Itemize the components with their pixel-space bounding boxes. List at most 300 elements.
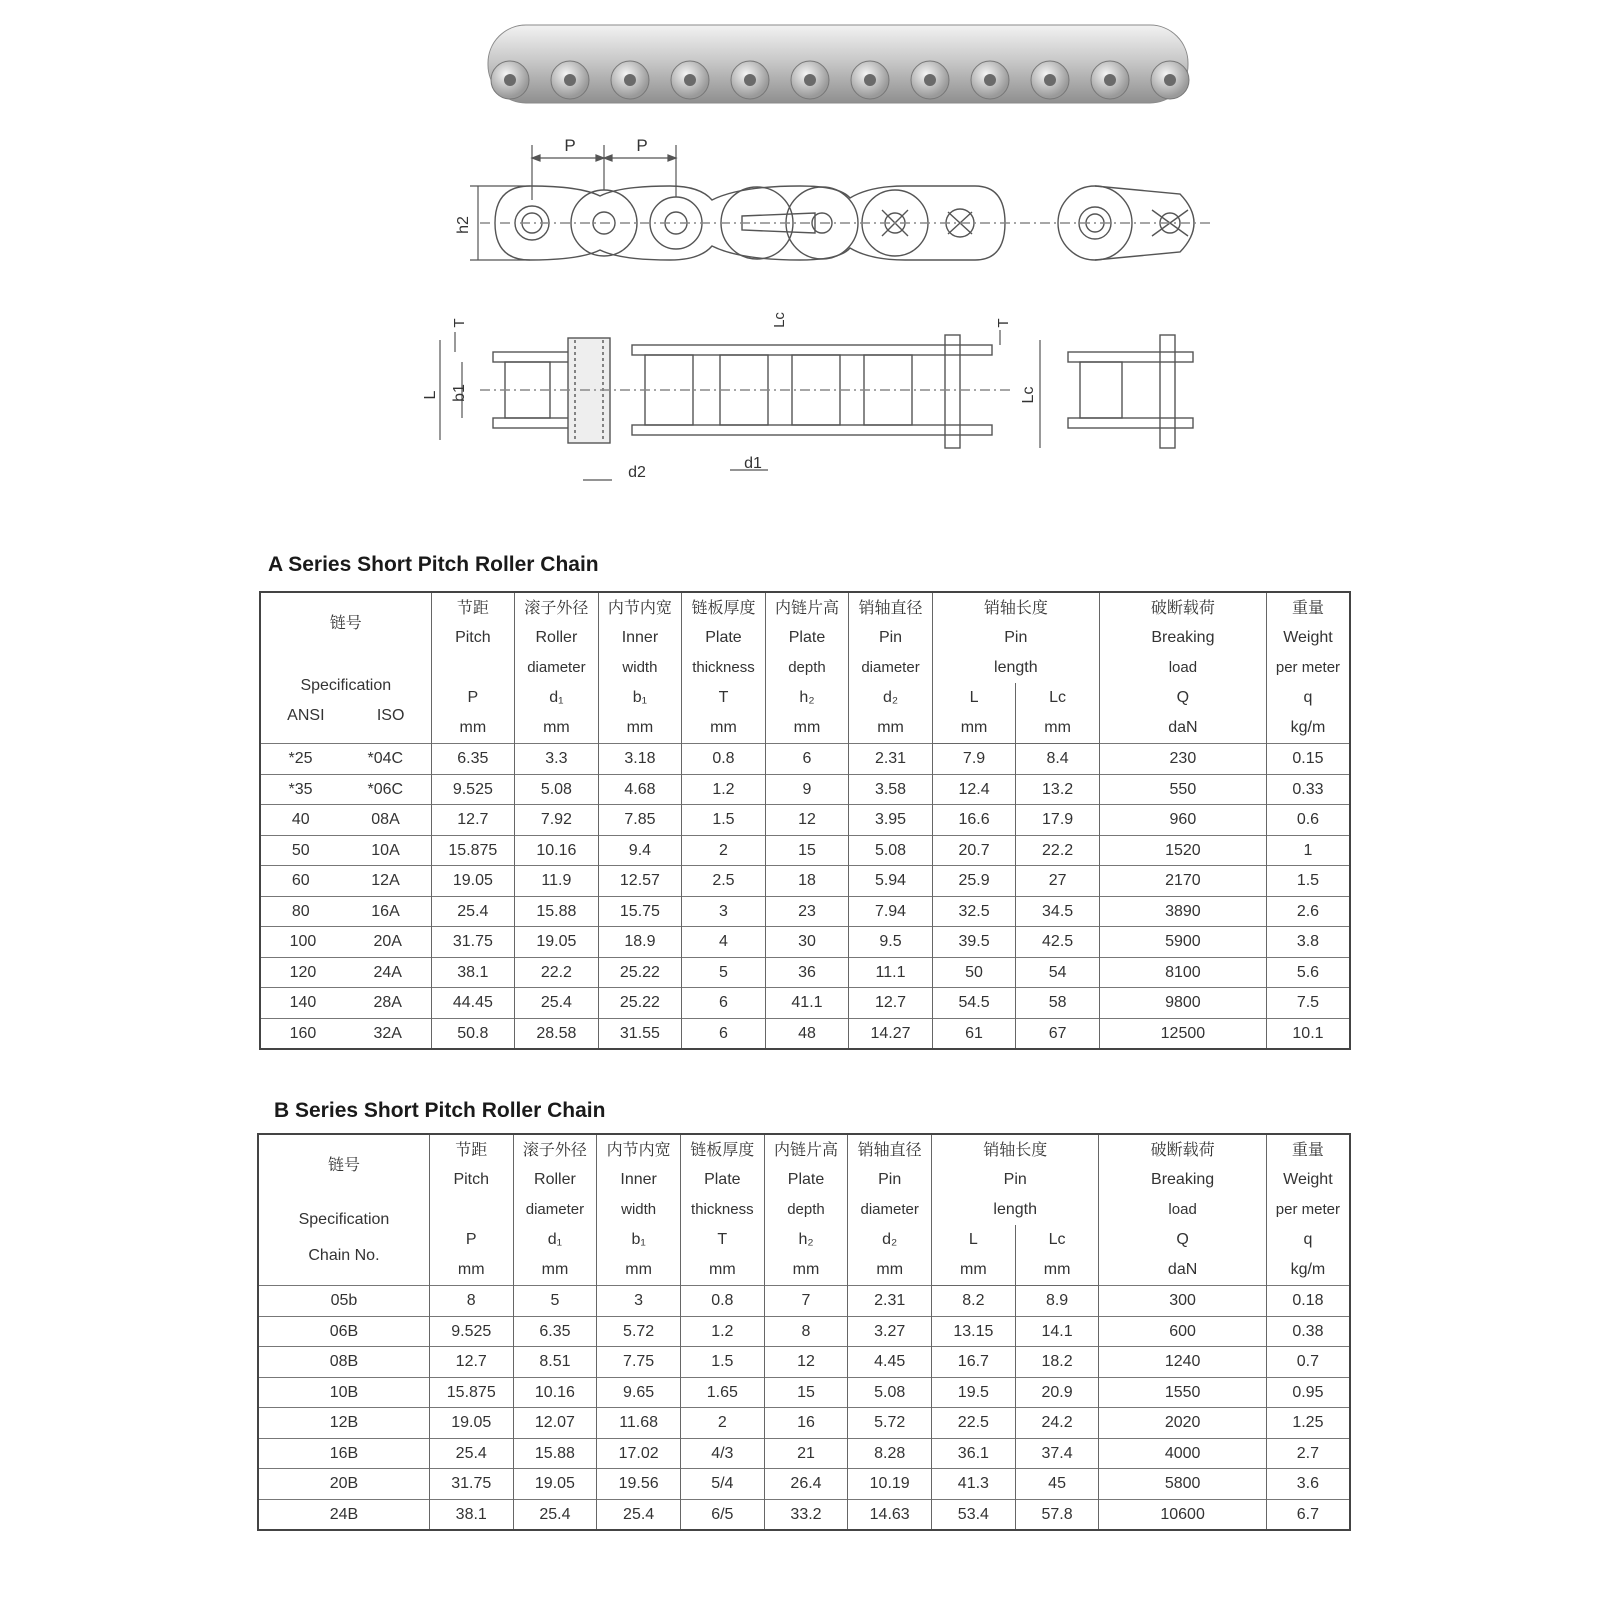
table-cell: 36.1	[932, 1438, 1016, 1469]
table-b-title: B Series Short Pitch Roller Chain	[274, 1099, 606, 1122]
header-text: per meter	[1275, 1201, 1340, 1218]
header-text: depth	[787, 1201, 825, 1218]
table-cell: 8.2	[932, 1286, 1016, 1317]
iso-value: 20A	[373, 933, 402, 951]
table-cell: 8.9	[1015, 1286, 1099, 1317]
d2-label: d2	[628, 464, 646, 481]
table-cell: 61	[932, 1018, 1016, 1049]
ansi-value: 120	[289, 963, 317, 981]
table-cell: 7.85	[598, 805, 682, 836]
header-text: Breaking	[1151, 629, 1215, 646]
l-label: L	[422, 390, 439, 400]
chain-pin-hole	[684, 74, 696, 86]
table-cell: 8100	[1099, 957, 1266, 988]
table-cell: 6/5	[680, 1499, 764, 1530]
table-cell: 27	[1016, 866, 1100, 897]
table-cell: 58	[1016, 988, 1100, 1019]
ansi-value: 80	[291, 902, 310, 920]
column-header	[764, 1134, 848, 1286]
table-cell: 6	[682, 1018, 766, 1049]
pin-length-header	[932, 1134, 1099, 1225]
table-cell: 7.94	[849, 896, 933, 927]
table-cell: 15.88	[513, 1438, 597, 1469]
table-cell: 10600	[1099, 1499, 1266, 1530]
pin-length-subheader	[932, 1225, 1016, 1286]
table-cell: 1	[1266, 835, 1350, 866]
table-cell: 31.55	[598, 1018, 682, 1049]
chain-photo	[488, 25, 1189, 103]
column-header	[1099, 1134, 1266, 1286]
table-row	[260, 988, 1350, 1019]
table-cell: 17.02	[597, 1438, 681, 1469]
header-text: P	[465, 1231, 477, 1248]
table-cell: 5.6	[1266, 957, 1350, 988]
chain-pin-hole	[1164, 74, 1176, 86]
header-text: Plate	[705, 629, 742, 646]
table-cell: 54.5	[932, 988, 1016, 1019]
table-cell: 14.1	[1015, 1316, 1099, 1347]
header-text: Pin	[1003, 1171, 1027, 1188]
ansi-value: *25	[288, 750, 313, 768]
table-cell: 23	[765, 896, 849, 927]
chain-no-cell: 24B	[258, 1499, 429, 1530]
header-text: mm	[793, 719, 821, 736]
table-cell: 7.92	[515, 805, 599, 836]
pin-length-subheader	[1015, 1225, 1099, 1286]
spec-cell	[260, 957, 431, 988]
header-text: diameter	[861, 659, 920, 676]
lc-label-side: Lc	[1020, 386, 1037, 404]
header-text: kg/m	[1290, 1261, 1326, 1278]
spec-cell	[260, 896, 431, 927]
header-text: 链板厚度	[691, 598, 756, 617]
header-text: Pitch	[455, 629, 491, 646]
table-cell: 15.875	[431, 835, 515, 866]
header-text: Plate	[787, 1171, 825, 1188]
chain-no-cell: 06B	[258, 1316, 429, 1347]
table-cell: 32.5	[932, 896, 1016, 927]
spec-cell	[260, 927, 431, 958]
table-cell: 7.75	[597, 1347, 681, 1378]
pitch-label-1: P	[564, 136, 576, 155]
header-text: width	[622, 659, 658, 676]
table-cell: 3890	[1099, 896, 1266, 927]
table-cell: 14.63	[848, 1499, 932, 1530]
header-text: Roller	[534, 1171, 576, 1188]
table-cell: 10.16	[513, 1377, 597, 1408]
table-cell: 31.75	[429, 1469, 513, 1500]
table-cell: 12.4	[932, 774, 1016, 805]
header-text: mm	[1044, 719, 1071, 736]
header-text: Lc	[1048, 1231, 1066, 1248]
specification-header	[258, 1134, 429, 1286]
table-cell: 16	[764, 1408, 848, 1439]
header-text: d₂	[882, 689, 899, 706]
header-text: Pin	[878, 629, 903, 646]
b1-label: b1	[451, 384, 468, 402]
table-cell: 25.9	[932, 866, 1016, 897]
header-text: L	[968, 1231, 978, 1248]
iso-value: *04C	[367, 750, 404, 768]
table-cell: 1520	[1099, 835, 1266, 866]
column-header	[849, 592, 933, 744]
spec-cell	[260, 1018, 431, 1049]
column-header	[429, 1134, 513, 1286]
header-text: 节距	[455, 1140, 488, 1159]
d1-label: d1	[744, 455, 762, 472]
header-text: P	[467, 689, 479, 706]
table-cell: 3	[682, 896, 766, 927]
header-text: Plate	[788, 629, 826, 646]
spec-cell	[260, 866, 431, 897]
header-text: diameter	[525, 1201, 585, 1218]
table-cell: 9.525	[431, 774, 515, 805]
chain-top-view	[480, 335, 1193, 448]
table-cell: 18	[765, 866, 849, 897]
header-text: Inner	[621, 629, 659, 646]
table-cell: 0.15	[1266, 744, 1350, 775]
header-text: load	[1168, 659, 1198, 676]
header-text: Pitch	[453, 1171, 490, 1188]
table-cell: 41.3	[932, 1469, 1016, 1500]
table-cell: 1.5	[682, 805, 766, 836]
table-cell: 600	[1099, 1316, 1266, 1347]
column-header	[1266, 592, 1350, 744]
iso-value: 10A	[371, 841, 400, 859]
table-cell: 22.2	[515, 957, 599, 988]
chain-pin-hole	[564, 74, 576, 86]
table-cell: 2	[680, 1408, 764, 1439]
table-cell: 25.4	[515, 988, 599, 1019]
iso-value: 12A	[371, 872, 400, 890]
chain-no-label: Chain No.	[308, 1247, 380, 1264]
header-text: 销轴直径	[857, 1140, 922, 1159]
table-row	[260, 835, 1350, 866]
chain-front-view	[480, 186, 1210, 260]
roller-chain-illustration	[0, 0, 1600, 540]
table-cell: 12	[765, 805, 849, 836]
table-cell: 4/3	[680, 1438, 764, 1469]
table-cell: 1.25	[1266, 1408, 1350, 1439]
table-cell: 15	[764, 1377, 848, 1408]
column-header	[848, 1134, 932, 1286]
table-cell: 25.4	[513, 1499, 597, 1530]
table-row	[260, 896, 1350, 927]
table-cell: 19.56	[597, 1469, 681, 1500]
table-row	[260, 774, 1350, 805]
header-text: T	[718, 689, 729, 706]
header-text: Pin	[1004, 629, 1028, 646]
column-header	[1099, 592, 1266, 744]
header-text: mm	[457, 1261, 485, 1278]
table-row	[260, 866, 1350, 897]
table-cell: 10.1	[1266, 1018, 1350, 1049]
table-cell: 9.5	[849, 927, 933, 958]
table-cell: 30	[765, 927, 849, 958]
table-cell: 38.1	[431, 957, 515, 988]
table-cell: 0.33	[1266, 774, 1350, 805]
table-cell: 8.51	[513, 1347, 597, 1378]
column-header	[513, 1134, 597, 1286]
table-cell: 12.57	[598, 866, 682, 897]
table-cell: 4000	[1099, 1438, 1266, 1469]
table-cell: 36	[765, 957, 849, 988]
header-text: h₂	[798, 1231, 814, 1248]
header-text: h₂	[799, 689, 815, 706]
table-cell: 8.4	[1016, 744, 1100, 775]
header-text: q	[1303, 1231, 1313, 1248]
table-cell: 12	[764, 1347, 848, 1378]
header-text: mm	[541, 1261, 569, 1278]
table-cell: 12.07	[513, 1408, 597, 1439]
table-cell: 3	[597, 1286, 681, 1317]
table-cell: 0.8	[682, 744, 766, 775]
ansi-value: 140	[289, 994, 317, 1012]
header-text: daN	[1167, 1261, 1198, 1278]
chain-pin-hole	[1104, 74, 1116, 86]
t-label-left: T	[451, 318, 468, 328]
table-cell: 5	[682, 957, 766, 988]
table-cell: 1.5	[680, 1347, 764, 1378]
header-row	[258, 1134, 1350, 1225]
table-cell: 2.5	[682, 866, 766, 897]
column-header	[680, 1134, 764, 1286]
ansi-value: *35	[288, 780, 313, 798]
header-text: mm	[543, 719, 570, 736]
table-cell: 3.18	[598, 744, 682, 775]
specification-header	[260, 592, 431, 744]
table-cell: 37.4	[1015, 1438, 1099, 1469]
header-text: 内链片高	[774, 598, 839, 617]
ansi-iso-values	[261, 805, 431, 834]
table-cell: 38.1	[429, 1499, 513, 1530]
table-cell: 3.95	[849, 805, 933, 836]
table-cell: 2.7	[1266, 1438, 1350, 1469]
table-cell: 1.2	[682, 774, 766, 805]
iso-value: 08A	[371, 811, 400, 829]
chain-no-cell: 20B	[258, 1469, 429, 1500]
table-cell: 33.2	[764, 1499, 848, 1530]
table-cell: 12.7	[849, 988, 933, 1019]
table-cell: 11.1	[849, 957, 933, 988]
header-text: 销轴直径	[858, 598, 923, 617]
table-cell: 19.05	[431, 866, 515, 897]
table-cell: 19.5	[932, 1377, 1016, 1408]
pin-length-subheader	[1016, 683, 1100, 744]
spec-en-label: Specification	[298, 1211, 390, 1228]
header-text: Plate	[704, 1171, 741, 1188]
chain-no-cell: 08B	[258, 1347, 429, 1378]
column-header	[597, 1134, 681, 1286]
table-cell: 16.6	[932, 805, 1016, 836]
table-row	[258, 1408, 1350, 1439]
t-label-right: T	[995, 318, 1012, 328]
table-cell: 5/4	[680, 1469, 764, 1500]
table-cell: 3.6	[1266, 1469, 1350, 1500]
column-header	[765, 592, 849, 744]
table-cell: 2.31	[849, 744, 933, 775]
table-cell: 5.08	[848, 1377, 932, 1408]
header-text: 重量	[1291, 598, 1324, 617]
spec-cell	[260, 774, 431, 805]
header-text: q	[1303, 689, 1313, 706]
header-text: mm	[960, 1261, 987, 1278]
spec-cn-label: 链号	[327, 1155, 360, 1174]
header-text: b₁	[632, 689, 648, 706]
table-cell: 25.4	[429, 1438, 513, 1469]
header-text: thickness	[692, 659, 755, 676]
table-row	[260, 1018, 1350, 1049]
table-cell: 3.58	[849, 774, 933, 805]
table-cell: 2020	[1099, 1408, 1266, 1439]
header-text: 破断载荷	[1150, 1140, 1215, 1159]
table-cell: 7.9	[932, 744, 1016, 775]
table-row	[260, 957, 1350, 988]
header-text: thickness	[691, 1201, 754, 1218]
table-cell: 26.4	[764, 1469, 848, 1500]
ansi-iso-values	[261, 958, 431, 987]
header-text	[430, 1195, 513, 1225]
header-text: 滚子外径	[524, 598, 589, 617]
chain-pin-hole	[804, 74, 816, 86]
table-cell: 15	[765, 835, 849, 866]
table-cell: 0.18	[1266, 1286, 1350, 1317]
table-cell: 5800	[1099, 1469, 1266, 1500]
header-text: mm	[459, 719, 487, 736]
table-cell: 3.27	[848, 1316, 932, 1347]
table-cell: 0.7	[1266, 1347, 1350, 1378]
table-cell: 15.88	[515, 896, 599, 927]
table-cell: 50.8	[431, 1018, 515, 1049]
header-text: 销轴长度	[983, 1140, 1048, 1159]
header-text: Pin	[878, 1171, 902, 1188]
header-text: 重量	[1291, 1140, 1324, 1159]
chain-pin-hole	[1044, 74, 1056, 86]
header-row	[260, 592, 1350, 683]
spec-cell	[260, 805, 431, 836]
spec-en-label: Specification	[300, 677, 392, 694]
header-text: mm	[792, 1261, 820, 1278]
table-cell: 18.9	[598, 927, 682, 958]
table-cell: 19.05	[513, 1469, 597, 1500]
table-cell: 0.95	[1266, 1377, 1350, 1408]
table-cell: 6	[765, 744, 849, 775]
table-cell: 5.72	[848, 1408, 932, 1439]
chain-no-cell: 10B	[258, 1377, 429, 1408]
table-cell: 53.4	[932, 1499, 1016, 1530]
h2-label: h2	[455, 216, 472, 234]
table-cell: 0.8	[680, 1286, 764, 1317]
ansi-value: 40	[291, 811, 310, 829]
table-row	[258, 1377, 1350, 1408]
ansi-label: ANSI	[287, 707, 325, 724]
table-cell: 5	[513, 1286, 597, 1317]
header-text	[432, 653, 515, 683]
header-text: Breaking	[1151, 1171, 1215, 1188]
table-cell: 0.6	[1266, 805, 1350, 836]
table-row	[258, 1438, 1350, 1469]
spec-cell	[260, 835, 431, 866]
chain-pin-hole	[924, 74, 936, 86]
table-cell: 31.75	[431, 927, 515, 958]
table-a-title: A Series Short Pitch Roller Chain	[268, 553, 599, 576]
header-text: Roller	[535, 629, 578, 646]
table-cell: 960	[1099, 805, 1266, 836]
table-row	[258, 1347, 1350, 1378]
header-text: length	[994, 659, 1038, 676]
table-cell: 18.2	[1015, 1347, 1099, 1378]
header-text: mm	[708, 1261, 736, 1278]
table-cell: 1550	[1099, 1377, 1266, 1408]
table-cell: 25.22	[598, 988, 682, 1019]
table-cell: 1.65	[680, 1377, 764, 1408]
chain-pin-hole	[864, 74, 876, 86]
table-cell: 550	[1099, 774, 1266, 805]
header-text: daN	[1168, 719, 1198, 736]
b-series-table	[257, 1133, 1351, 1531]
chain-no-cell: 05b	[258, 1286, 429, 1317]
table-cell: 6.7	[1266, 1499, 1350, 1530]
iso-value: 16A	[371, 902, 400, 920]
ansi-value: 100	[289, 933, 317, 951]
table-cell: 15.875	[429, 1377, 513, 1408]
table-cell: 5.08	[515, 774, 599, 805]
table-cell: 9.65	[597, 1377, 681, 1408]
table-cell: 9.525	[429, 1316, 513, 1347]
header-text: b₁	[631, 1231, 646, 1248]
chain-pin-hole	[504, 74, 516, 86]
chain-pin-hole	[984, 74, 996, 86]
table-cell: 8.28	[848, 1438, 932, 1469]
chain-no-cell: 12B	[258, 1408, 429, 1439]
table-cell: 13.2	[1016, 774, 1100, 805]
table-cell: 41.1	[765, 988, 849, 1019]
table-cell: 0.38	[1266, 1316, 1350, 1347]
table-cell: 19.05	[429, 1408, 513, 1439]
header-text: Weight	[1283, 1171, 1333, 1188]
table-cell: 11.9	[515, 866, 599, 897]
header-text: L	[969, 689, 979, 706]
table-cell: 21	[764, 1438, 848, 1469]
table-cell: 1240	[1099, 1347, 1266, 1378]
table-cell: 9.4	[598, 835, 682, 866]
table-cell: 11.68	[597, 1408, 681, 1439]
table-cell: 300	[1099, 1286, 1266, 1317]
table-cell: 22.5	[932, 1408, 1016, 1439]
header-text: mm	[960, 719, 988, 736]
ansi-value: 160	[289, 1024, 317, 1042]
table-cell: 67	[1016, 1018, 1100, 1049]
spec-cell	[260, 744, 431, 775]
ansi-iso-labels	[261, 701, 431, 731]
pin-length-header	[932, 592, 1099, 683]
header-text: kg/m	[1290, 719, 1326, 736]
header-text: width	[621, 1201, 657, 1218]
table-cell: 3.8	[1266, 927, 1350, 958]
pitch-dimension	[532, 145, 676, 200]
table-cell: 5.94	[849, 866, 933, 897]
column-header	[515, 592, 599, 744]
table-cell: 8	[764, 1316, 848, 1347]
header-text: Inner	[620, 1171, 657, 1188]
table-cell: 25.4	[431, 896, 515, 927]
table-cell: 20.9	[1015, 1377, 1099, 1408]
table-cell: 48	[765, 1018, 849, 1049]
ansi-value: 50	[291, 841, 310, 859]
iso-value: 28A	[373, 994, 402, 1012]
header-text: d₁	[547, 1231, 563, 1248]
header-text: Weight	[1283, 629, 1333, 646]
